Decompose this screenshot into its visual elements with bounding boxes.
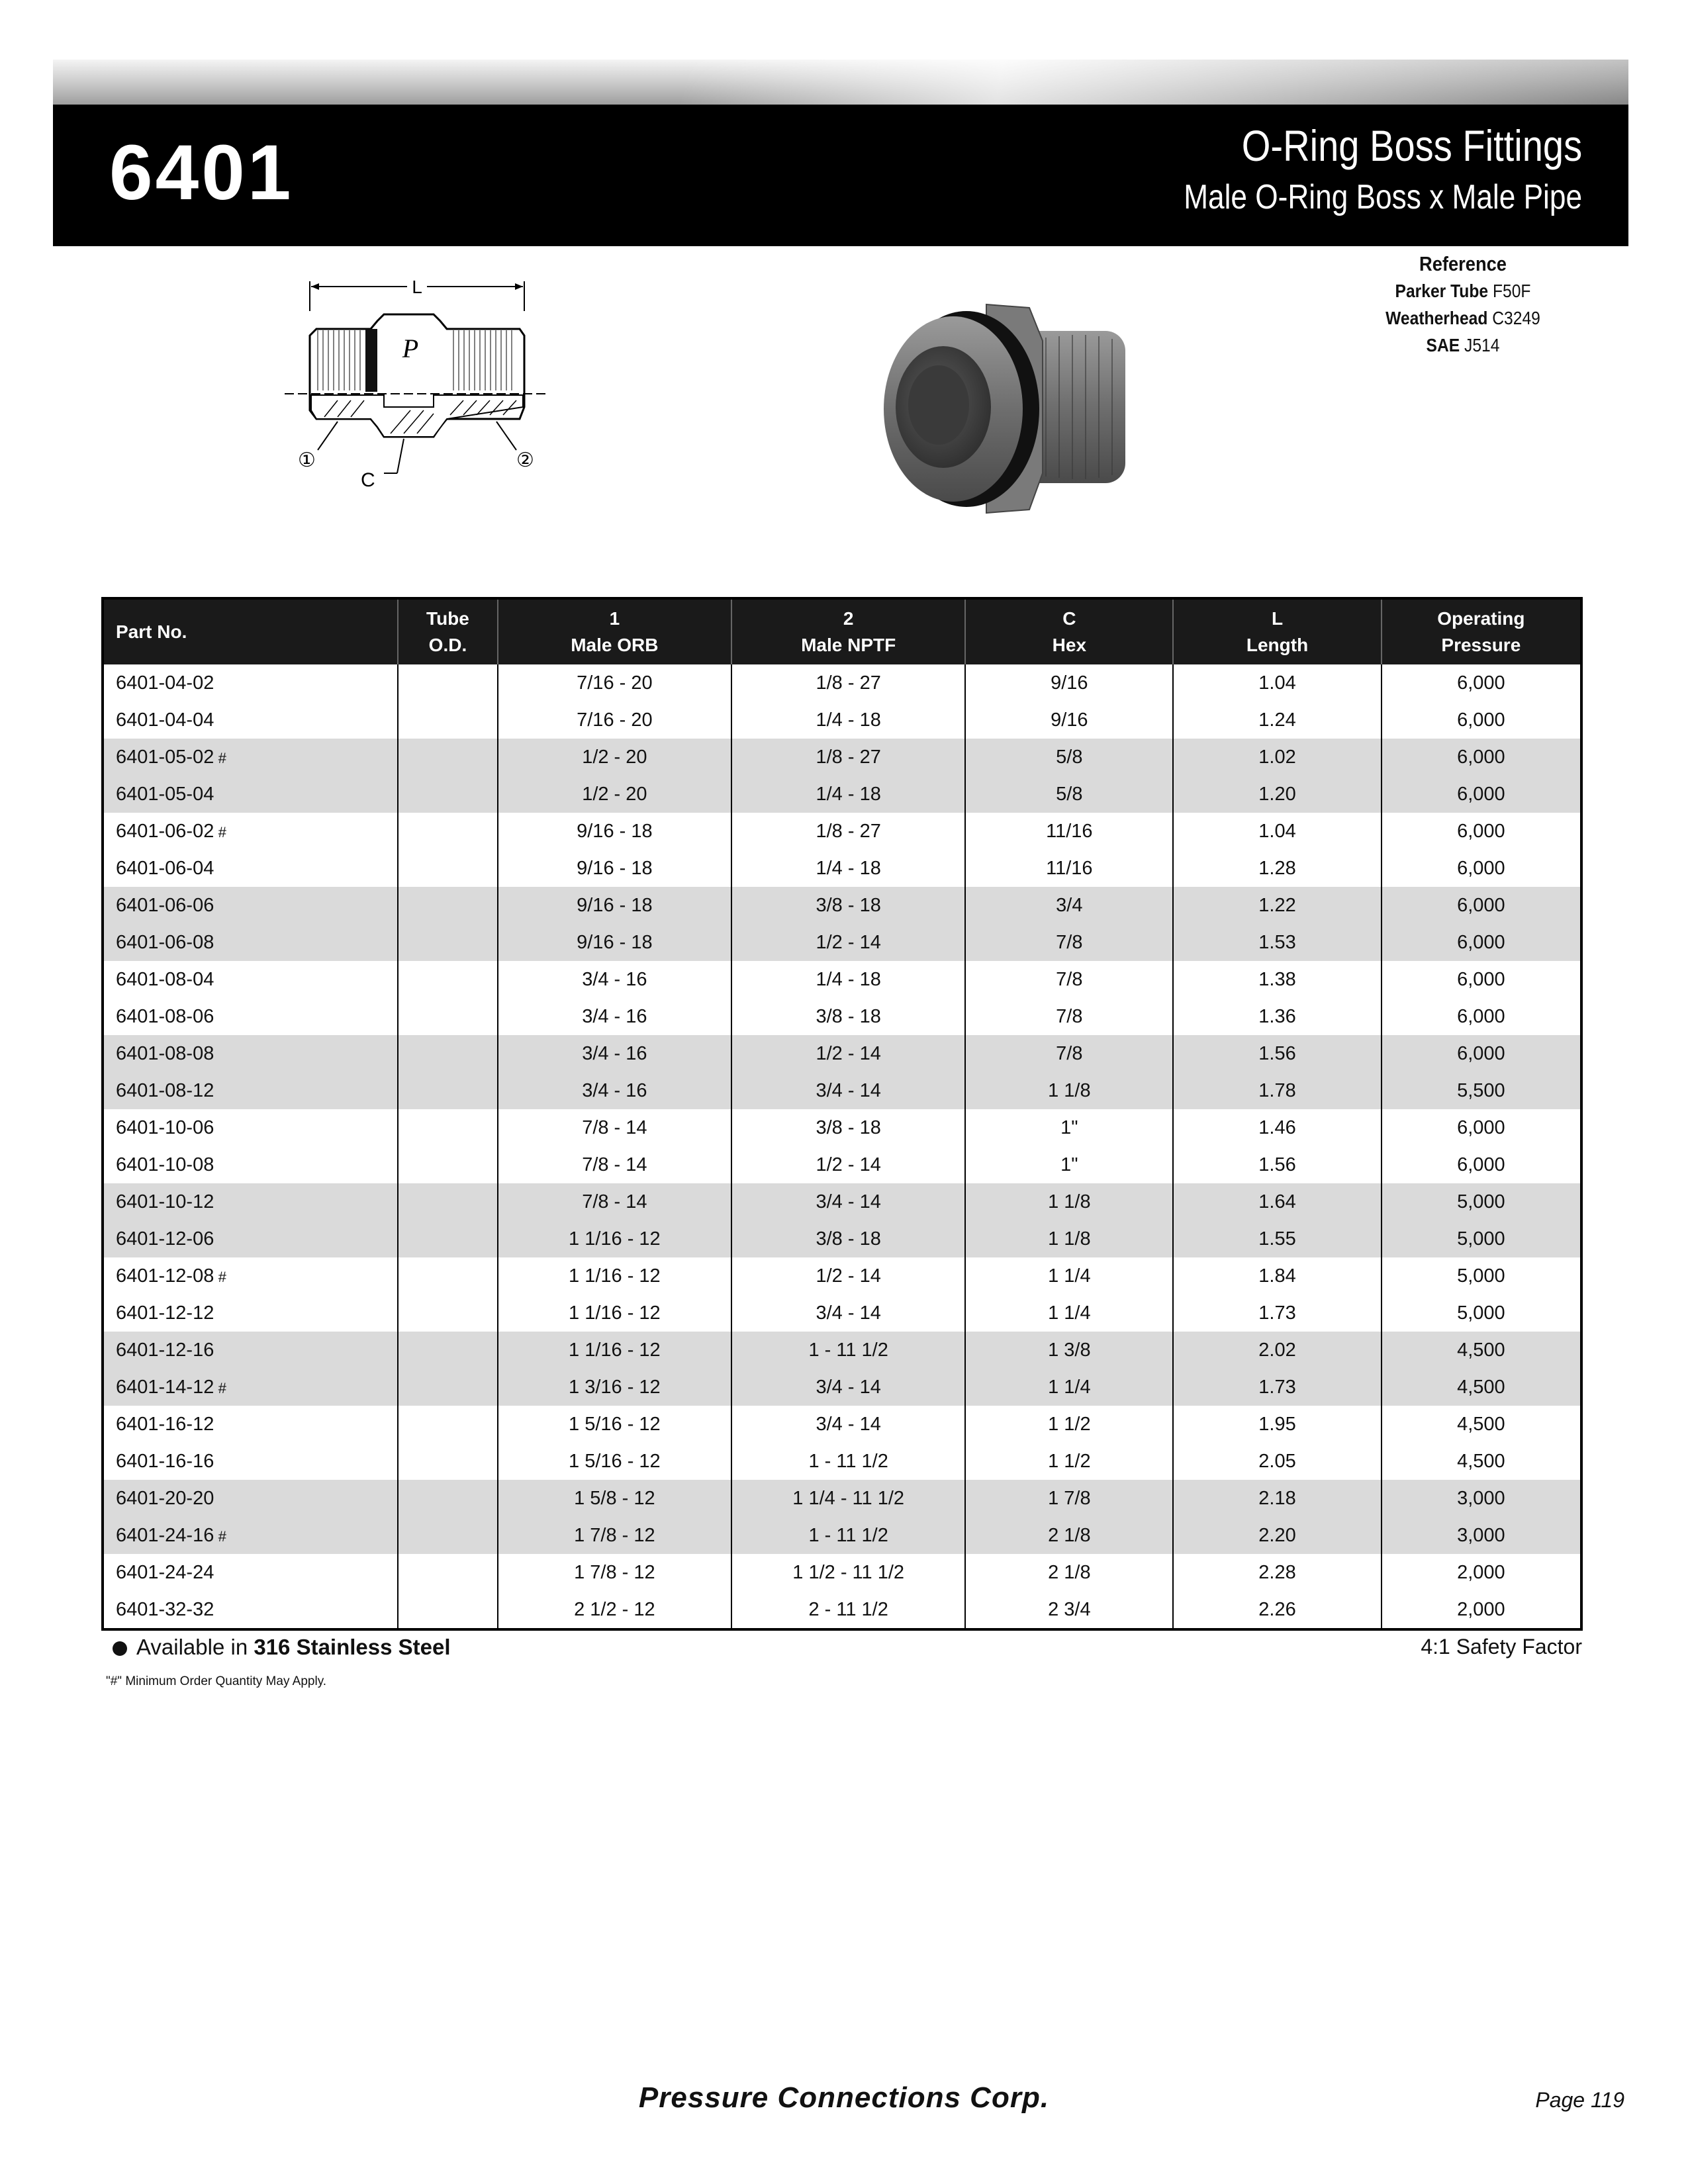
cell-tube-od: [398, 961, 498, 998]
cell-pressure: 6,000: [1382, 1146, 1581, 1183]
callout-c: C: [361, 469, 375, 491]
manufacturer-logo: P: [402, 334, 419, 363]
callout-1: ①: [298, 449, 316, 472]
cell-male-nptf: 2 - 11 1/2: [731, 1591, 965, 1629]
cell-male-nptf: 1/2 - 14: [731, 1146, 965, 1183]
cell-male-orb: 9/16 - 18: [498, 887, 731, 924]
cell-male-nptf: 3/4 - 14: [731, 1072, 965, 1109]
column-header-length: L Length: [1173, 598, 1381, 664]
cell-hex: 3/4: [965, 887, 1173, 924]
cell-length: 1.55: [1173, 1220, 1381, 1257]
cell-male-orb: 7/16 - 20: [498, 702, 731, 739]
cell-male-orb: 1 5/8 - 12: [498, 1480, 731, 1517]
cell-length: 1.73: [1173, 1369, 1381, 1406]
cell-pressure: 3,000: [1382, 1517, 1581, 1554]
cell-pressure: 6,000: [1382, 887, 1581, 924]
cell-tube-od: [398, 1183, 498, 1220]
cell-tube-od: [398, 1072, 498, 1109]
cell-pressure: 6,000: [1382, 739, 1581, 776]
column-header-operating-pressure: Operating Pressure: [1382, 598, 1581, 664]
cell-pressure: 2,000: [1382, 1554, 1581, 1591]
table-row: [103, 1109, 1581, 1146]
table-row: [103, 739, 1581, 776]
company-name: Pressure Connections Corp.: [638, 2081, 1050, 2114]
cell-male-orb: 2 1/2 - 12: [498, 1591, 731, 1629]
cell-pressure: 4,500: [1382, 1443, 1581, 1480]
table-row: [103, 1220, 1581, 1257]
dimension-l-label: L: [412, 277, 422, 297]
cell-pressure: 2,000: [1382, 1591, 1581, 1629]
table-header-row: [103, 598, 1581, 664]
cell-pressure: 5,000: [1382, 1295, 1581, 1332]
moq-hash-mark: #: [218, 1527, 226, 1545]
cell-male-orb: 9/16 - 18: [498, 813, 731, 850]
cell-pressure: 6,000: [1382, 1109, 1581, 1146]
cell-part-no: 6401-05-04: [103, 776, 398, 813]
cell-part-no: 6401-16-16: [116, 1450, 214, 1472]
cell-part-no: 6401-14-12 #: [103, 1369, 398, 1406]
cell-part-no: 6401-08-12: [103, 1072, 398, 1109]
cell-male-nptf: 3/4 - 14: [731, 1406, 965, 1443]
reference-line: Parker Tube F50F: [1395, 281, 1531, 301]
cell-pressure: 6,000: [1382, 850, 1581, 887]
cell-male-orb: 9/16 - 18: [498, 924, 731, 961]
cell-tube-od: [398, 776, 498, 813]
cell-male-nptf: 1 - 11 1/2: [731, 1443, 965, 1480]
cell-male-nptf: 1/4 - 18: [731, 850, 965, 887]
cell-hex: 1 1/8: [965, 1220, 1173, 1257]
cell-male-orb: 1/2 - 20: [498, 776, 731, 813]
cell-tube-od: [398, 1220, 498, 1257]
column-header-male-nptf: 2 Male NPTF: [731, 598, 965, 664]
cell-hex: 1 1/4: [965, 1295, 1173, 1332]
part-table: [101, 597, 1583, 1631]
cell-hex: 7/8: [965, 1035, 1173, 1072]
cell-part-no: 6401-06-04: [116, 857, 214, 879]
table-row: [103, 887, 1581, 924]
cell-male-nptf: 3/4 - 14: [731, 1295, 965, 1332]
cell-tube-od: [398, 887, 498, 924]
cell-hex: 9/16: [965, 702, 1173, 739]
cell-male-nptf: 1 - 11 1/2: [731, 1332, 965, 1369]
cell-male-orb: 1 7/8 - 12: [498, 1517, 731, 1554]
cell-hex: 1 1/4: [965, 1369, 1173, 1406]
cell-male-nptf: 3/8 - 18: [731, 1109, 965, 1146]
cell-length: 2.20: [1173, 1517, 1381, 1554]
cell-pressure: 6,000: [1382, 1035, 1581, 1072]
cell-part-no: 6401-06-06: [103, 887, 398, 924]
availability-note: Available in 316 Stainless Steel: [113, 1635, 451, 1660]
cell-part-no: 6401-08-08: [103, 1035, 398, 1072]
cell-male-orb: 7/8 - 14: [498, 1183, 731, 1220]
cell-length: 1.56: [1173, 1146, 1381, 1183]
cell-tube-od: [398, 664, 498, 702]
cell-male-nptf: 3/4 - 14: [731, 1369, 965, 1406]
cell-tube-od: [398, 1332, 498, 1369]
cell-tube-od: [398, 1517, 498, 1554]
cell-length: 1.36: [1173, 998, 1381, 1035]
cell-tube-od: [398, 998, 498, 1035]
cell-hex: 1 1/4: [965, 1257, 1173, 1295]
cell-male-orb: 1/2 - 20: [498, 739, 731, 776]
bullet-icon: [113, 1641, 127, 1656]
cell-male-nptf: 1 - 11 1/2: [731, 1517, 965, 1554]
table-row: [103, 924, 1581, 961]
cell-part-no: 6401-06-02 #: [116, 820, 226, 842]
cell-part-no: 6401-04-04: [116, 709, 214, 731]
cell-tube-od: [398, 1369, 498, 1406]
cell-part-no: 6401-12-08 #: [116, 1265, 226, 1287]
table-row: [103, 961, 1581, 998]
cell-tube-od: [398, 1109, 498, 1146]
cell-part-no: 6401-12-12: [116, 1302, 214, 1324]
cell-male-nptf: 1/2 - 14: [731, 924, 965, 961]
cell-male-nptf: 1/8 - 27: [731, 739, 965, 776]
table-row: [103, 1517, 1581, 1554]
cell-part-no: 6401-04-02: [116, 672, 214, 694]
cell-hex: 1 1/8: [965, 1183, 1173, 1220]
table-row: [103, 813, 1581, 850]
cell-part-no: 6401-08-04: [116, 968, 214, 990]
cell-pressure: 6,000: [1382, 702, 1581, 739]
cell-hex: 2 3/4: [965, 1591, 1173, 1629]
cell-hex: 1 1/2: [965, 1443, 1173, 1480]
cell-length: 2.26: [1173, 1591, 1381, 1629]
cell-pressure: 6,000: [1382, 961, 1581, 998]
title-banner: [53, 105, 1628, 246]
column-header-tube-od: Tube O.D.: [398, 598, 498, 664]
cell-pressure: 3,000: [1382, 1480, 1581, 1517]
cell-pressure: 6,000: [1382, 813, 1581, 850]
cell-length: 2.05: [1173, 1443, 1381, 1480]
cell-pressure: 4,500: [1382, 1369, 1581, 1406]
column-header-part-no: Part No.: [103, 598, 398, 664]
cell-tube-od: [398, 739, 498, 776]
table-row: [103, 1443, 1581, 1480]
cell-length: 1.53: [1173, 924, 1381, 961]
column-header-hex: C Hex: [965, 598, 1173, 664]
cell-hex: 5/8: [965, 776, 1173, 813]
cell-male-orb: 7/8 - 14: [498, 1109, 731, 1146]
cell-hex: 1 1/8: [965, 1072, 1173, 1109]
cell-male-orb: 1 5/16 - 12: [498, 1406, 731, 1443]
cell-pressure: 4,500: [1382, 1332, 1581, 1369]
cell-male-orb: 1 1/16 - 12: [498, 1332, 731, 1369]
cell-part-no: 6401-20-20: [103, 1480, 398, 1517]
cell-part-no: 6401-32-32: [116, 1598, 214, 1620]
cell-male-orb: 1 1/16 - 12: [498, 1257, 731, 1295]
cell-part-no: 6401-24-24: [116, 1561, 214, 1583]
cell-male-orb: 1 7/8 - 12: [498, 1554, 731, 1591]
cell-male-nptf: 1 1/2 - 11 1/2: [731, 1554, 965, 1591]
table-row: [103, 998, 1581, 1035]
cell-length: 1.28: [1173, 850, 1381, 887]
table-row: [103, 1591, 1581, 1629]
fitting-cross-section-drawing: [285, 275, 549, 539]
cell-tube-od: [398, 850, 498, 887]
cell-male-nptf: 3/8 - 18: [731, 887, 965, 924]
table-row: [103, 1295, 1581, 1332]
table-row: [103, 1406, 1581, 1443]
cell-male-orb: 1 3/16 - 12: [498, 1369, 731, 1406]
cell-length: 1.02: [1173, 739, 1381, 776]
reference-block: [1370, 250, 1556, 359]
cell-hex: 1": [965, 1146, 1173, 1183]
table-row: [103, 1554, 1581, 1591]
cell-male-nptf: 1/8 - 27: [731, 664, 965, 702]
cell-tube-od: [398, 813, 498, 850]
cell-tube-od: [398, 1035, 498, 1072]
cell-length: 2.18: [1173, 1480, 1381, 1517]
cell-male-orb: 3/4 - 16: [498, 961, 731, 998]
moq-hash-mark: #: [218, 823, 226, 841]
cell-hex: 11/16: [965, 813, 1173, 850]
cell-part-no: 6401-06-08: [103, 924, 398, 961]
cell-hex: 5/8: [965, 739, 1173, 776]
cell-part-no: 6401-16-12: [116, 1413, 214, 1435]
reference-line: SAE J514: [1426, 335, 1500, 355]
cell-hex: 1 1/2: [965, 1406, 1173, 1443]
cell-part-no: 6401-12-16: [103, 1332, 398, 1369]
cell-male-nptf: 1/4 - 18: [731, 961, 965, 998]
cell-length: 1.56: [1173, 1035, 1381, 1072]
material-name: 316 Stainless Steel: [254, 1635, 451, 1659]
cell-hex: 1": [965, 1109, 1173, 1146]
cell-part-no: 6401-10-08: [116, 1154, 214, 1175]
table-row: [103, 850, 1581, 887]
cell-male-orb: 7/16 - 20: [498, 664, 731, 702]
table-row: [103, 1332, 1581, 1369]
cell-male-nptf: 1/4 - 18: [731, 776, 965, 813]
moq-note: "#" Minimum Order Quantity May Apply.: [106, 1674, 327, 1688]
cell-hex: 2 1/8: [965, 1554, 1173, 1591]
cell-pressure: 4,500: [1382, 1406, 1581, 1443]
cell-tube-od: [398, 1406, 498, 1443]
cell-pressure: 5,500: [1382, 1072, 1581, 1109]
cell-male-nptf: 1/2 - 14: [731, 1035, 965, 1072]
moq-hash-mark: #: [218, 1379, 226, 1396]
cell-tube-od: [398, 1257, 498, 1295]
cell-male-nptf: 3/8 - 18: [731, 1220, 965, 1257]
safety-factor: 4:1 Safety Factor: [1421, 1635, 1582, 1659]
cell-male-orb: 1 1/16 - 12: [498, 1220, 731, 1257]
cell-male-nptf: 1/8 - 27: [731, 813, 965, 850]
cell-length: 1.84: [1173, 1257, 1381, 1295]
moq-hash-mark: #: [218, 1268, 226, 1285]
cell-length: 1.20: [1173, 776, 1381, 813]
table-row: [103, 1035, 1581, 1072]
page-subtitle: Male O-Ring Boss x Male Pipe: [1184, 178, 1582, 216]
reference-title: Reference: [1419, 252, 1507, 275]
cell-hex: 7/8: [965, 961, 1173, 998]
header-swoosh: [53, 60, 1628, 106]
cell-tube-od: [398, 702, 498, 739]
table-row: [103, 1072, 1581, 1109]
part-number: 6401: [109, 129, 294, 216]
cell-male-orb: 1 5/16 - 12: [498, 1443, 731, 1480]
cell-part-no: 6401-24-16 #: [103, 1517, 398, 1554]
cell-male-orb: 1 1/16 - 12: [498, 1295, 731, 1332]
cell-length: 2.02: [1173, 1332, 1381, 1369]
table-row: [103, 1480, 1581, 1517]
cell-pressure: 5,000: [1382, 1257, 1581, 1295]
cell-male-orb: 3/4 - 16: [498, 1072, 731, 1109]
cell-pressure: 5,000: [1382, 1220, 1581, 1257]
cell-pressure: 6,000: [1382, 998, 1581, 1035]
cell-length: 1.04: [1173, 664, 1381, 702]
table-row: [103, 776, 1581, 813]
cell-pressure: 6,000: [1382, 924, 1581, 961]
cell-length: 1.64: [1173, 1183, 1381, 1220]
cell-hex: 1 7/8: [965, 1480, 1173, 1517]
moq-hash-mark: #: [218, 749, 226, 766]
cell-male-nptf: 1 1/4 - 11 1/2: [731, 1480, 965, 1517]
table-row: [103, 702, 1581, 739]
table-row: [103, 1183, 1581, 1220]
cell-length: 1.46: [1173, 1109, 1381, 1146]
cell-part-no: 6401-10-06: [116, 1116, 214, 1138]
cell-part-no: 6401-12-06: [103, 1220, 398, 1257]
cell-hex: 1 3/8: [965, 1332, 1173, 1369]
table-row: [103, 1146, 1581, 1183]
cell-part-no: 6401-10-12: [103, 1183, 398, 1220]
cell-length: 2.28: [1173, 1554, 1381, 1591]
cell-tube-od: [398, 1443, 498, 1480]
fitting-photo: [861, 291, 1152, 536]
cell-tube-od: [398, 1480, 498, 1517]
cell-tube-od: [398, 1591, 498, 1629]
cell-hex: 7/8: [965, 998, 1173, 1035]
cell-length: 1.04: [1173, 813, 1381, 850]
cell-part-no: 6401-05-02 #: [103, 739, 398, 776]
cell-length: 1.78: [1173, 1072, 1381, 1109]
table-row: [103, 1257, 1581, 1295]
cell-male-orb: 7/8 - 14: [498, 1146, 731, 1183]
cell-male-nptf: 3/8 - 18: [731, 998, 965, 1035]
cell-hex: 7/8: [965, 924, 1173, 961]
cell-part-no: 6401-08-06: [116, 1005, 214, 1027]
callout-2: ②: [516, 449, 534, 472]
cell-tube-od: [398, 1146, 498, 1183]
cell-length: 1.95: [1173, 1406, 1381, 1443]
cell-male-nptf: 1/2 - 14: [731, 1257, 965, 1295]
cell-length: 1.22: [1173, 887, 1381, 924]
cell-length: 1.24: [1173, 702, 1381, 739]
cell-tube-od: [398, 1295, 498, 1332]
cell-length: 1.38: [1173, 961, 1381, 998]
cell-hex: 2 1/8: [965, 1517, 1173, 1554]
cell-male-nptf: 1/4 - 18: [731, 702, 965, 739]
cell-male-orb: 9/16 - 18: [498, 850, 731, 887]
column-header-male-orb: 1 Male ORB: [498, 598, 731, 664]
cell-tube-od: [398, 924, 498, 961]
table-row: [103, 664, 1581, 702]
cell-pressure: 6,000: [1382, 776, 1581, 813]
cell-male-orb: 3/4 - 16: [498, 1035, 731, 1072]
cell-male-nptf: 3/4 - 14: [731, 1183, 965, 1220]
table-row: [103, 1369, 1581, 1406]
cell-pressure: 6,000: [1382, 664, 1581, 702]
page-title: O-Ring Boss Fittings: [1241, 121, 1582, 170]
cell-hex: 9/16: [965, 664, 1173, 702]
reference-line: Weatherhead C3249: [1385, 308, 1540, 328]
cell-pressure: 5,000: [1382, 1183, 1581, 1220]
cell-length: 1.73: [1173, 1295, 1381, 1332]
cell-male-orb: 3/4 - 16: [498, 998, 731, 1035]
cell-hex: 11/16: [965, 850, 1173, 887]
cell-tube-od: [398, 1554, 498, 1591]
page-number: Page 119: [1535, 2088, 1624, 2112]
